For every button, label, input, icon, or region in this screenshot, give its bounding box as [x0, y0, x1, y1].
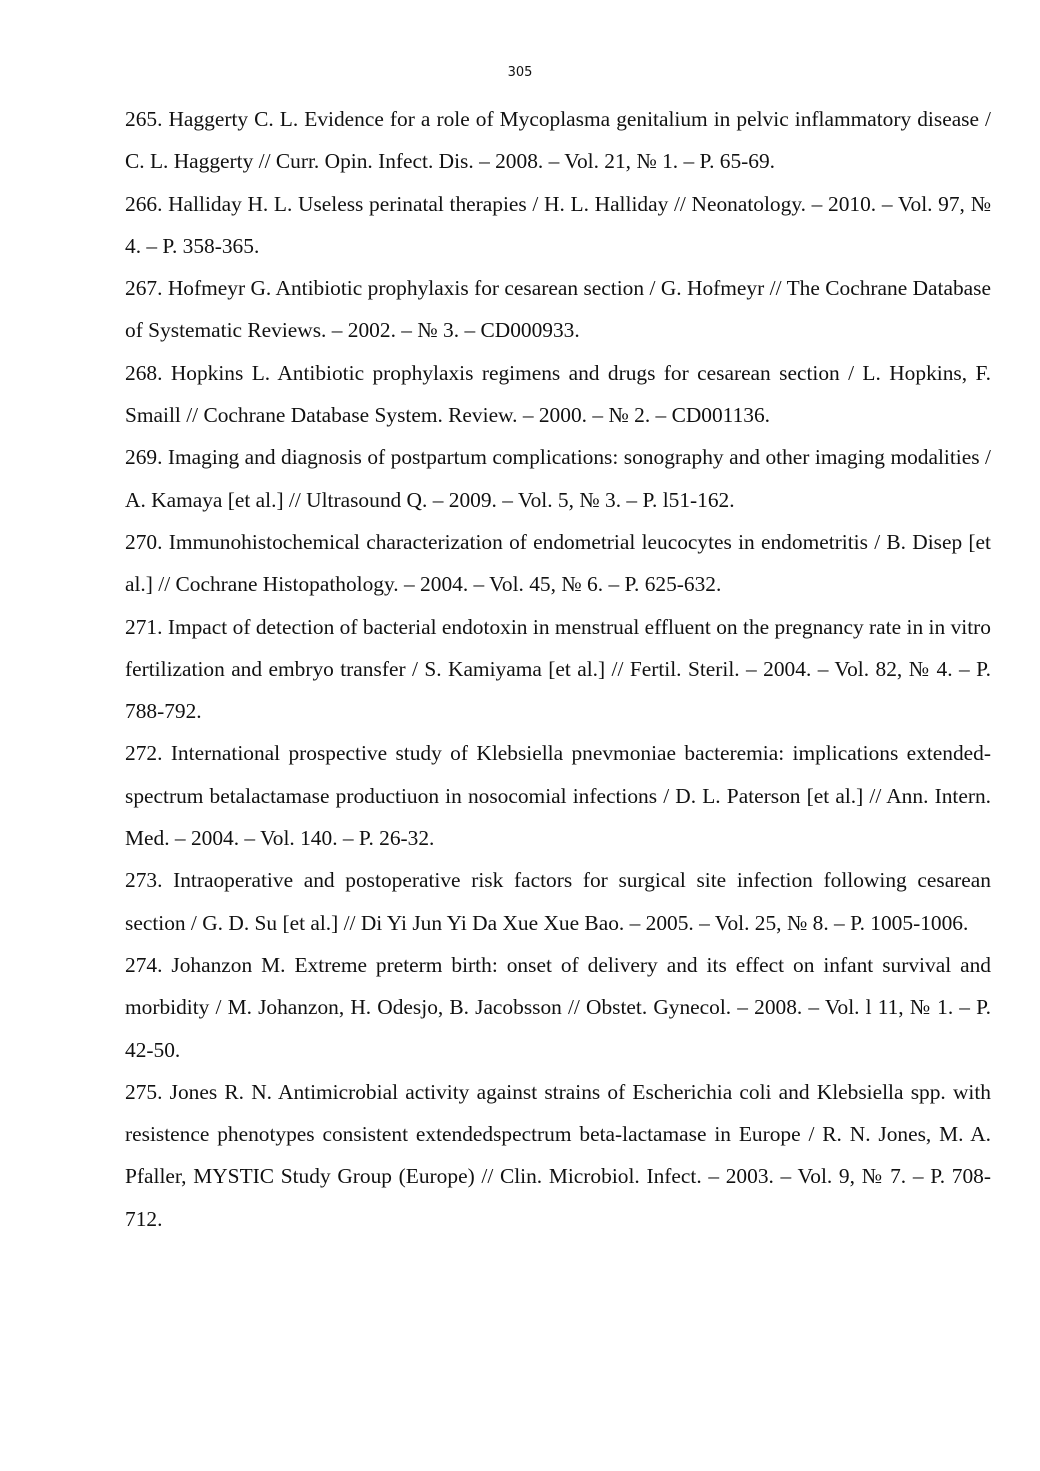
reference-269: 269. Imaging and diagnosis of postpartum complications: sonography and other imaging modalities / A. Kamaya [et al.] // Ultrasound Q. – 2009. – Vol. 5, № 3. – P. l51-162. [125, 445, 991, 512]
reference-273: 273. Intraoperative and postoperative risk factors for surgical site infection following cesarean section / G. D. Su [et al.] // Di Yi Jun Yi Da Xue Xue Bao. – 2005. – Vol. 25, № 8. – P. 1005-1006. [125, 868, 991, 935]
page-number: 305 [507, 65, 533, 80]
reference-268: 268. Hopkins L. Antibiotic prophylaxis regimens and drugs for cesarean section / L. Hopkins, F. Smaill // Cochrane Database System. Review. – 2000. – № 2. – CD001136. [125, 360, 991, 428]
reference-271: 271. Impact of detection of bacterial endotoxin in menstrual effluent on the pregnancy rate in in vitro fertilization and embryo transfer / S. Kamiyama [et al.] // Fertil. Steril. – 2004. – Vol. 82, № 4. – P. 788-792. [125, 614, 991, 724]
reference-270: 270. Immunohistochemical characterization of endometrial leucocytes in endometritis / B. Disep [et al.] // Cochrane Histopathology. – 2004. – Vol. 45, № 6. – P. 625-632. [125, 529, 991, 597]
reference-272: 272. International prospective study of Klebsiella pnevmoniae bacteremia: implications extended-spectrum betalactamase productiuon in nosocomial infections / D. L. Paterson [et al.] // Ann. Intern. Med. – 2004. – Vol. 140. – P. 26-32. [125, 741, 991, 851]
reference-274: 274. Johanzon M. Extreme preterm birth: onset of delivery and its effect on infant survival and morbidity / M. Johanzon, H. Odesjo, B. Jacobsson // Obstet. Gynecol. – 2008. – Vol. l 11, № 1. – P. 42-50. [125, 952, 991, 1062]
reference-275: 275. Jones R. N. Antimicrobial activity against strains of Escherichia coli and Klebsiella spp. with resistence phenotypes consistent extendedspectrum beta-lactamase in Europe / R. N. Jones, M. A. Pfaller, MYSTIC Study Group (Europe) // Clin. Microbiol. Infect. – 2003. – Vol. 9, № 7. – P. 708-712. [125, 1079, 991, 1231]
reference-267: 267. Hofmeyr G. Antibiotic prophylaxis for cesarean section / G. Hofmeyr // The Cochrane Database of Systematic Reviews. – 2002. – № 3. – CD000933. [125, 276, 991, 343]
reference-list [125, 98, 991, 1240]
reference-266: 266. Halliday H. L. Useless perinatal therapies / H. L. Halliday // Neonatology. – 2010. – Vol. 97, № 4. – P. 358-365. [125, 191, 991, 258]
reference-265: 265. Haggerty C. L. Evidence for a role of Mycoplasma genitalium in pelvic inflammatory disease / C. L. Haggerty // Curr. Opin. Infect. Dis. – 2008. – Vol. 21, № 1. – P. 65-69. [125, 107, 991, 174]
